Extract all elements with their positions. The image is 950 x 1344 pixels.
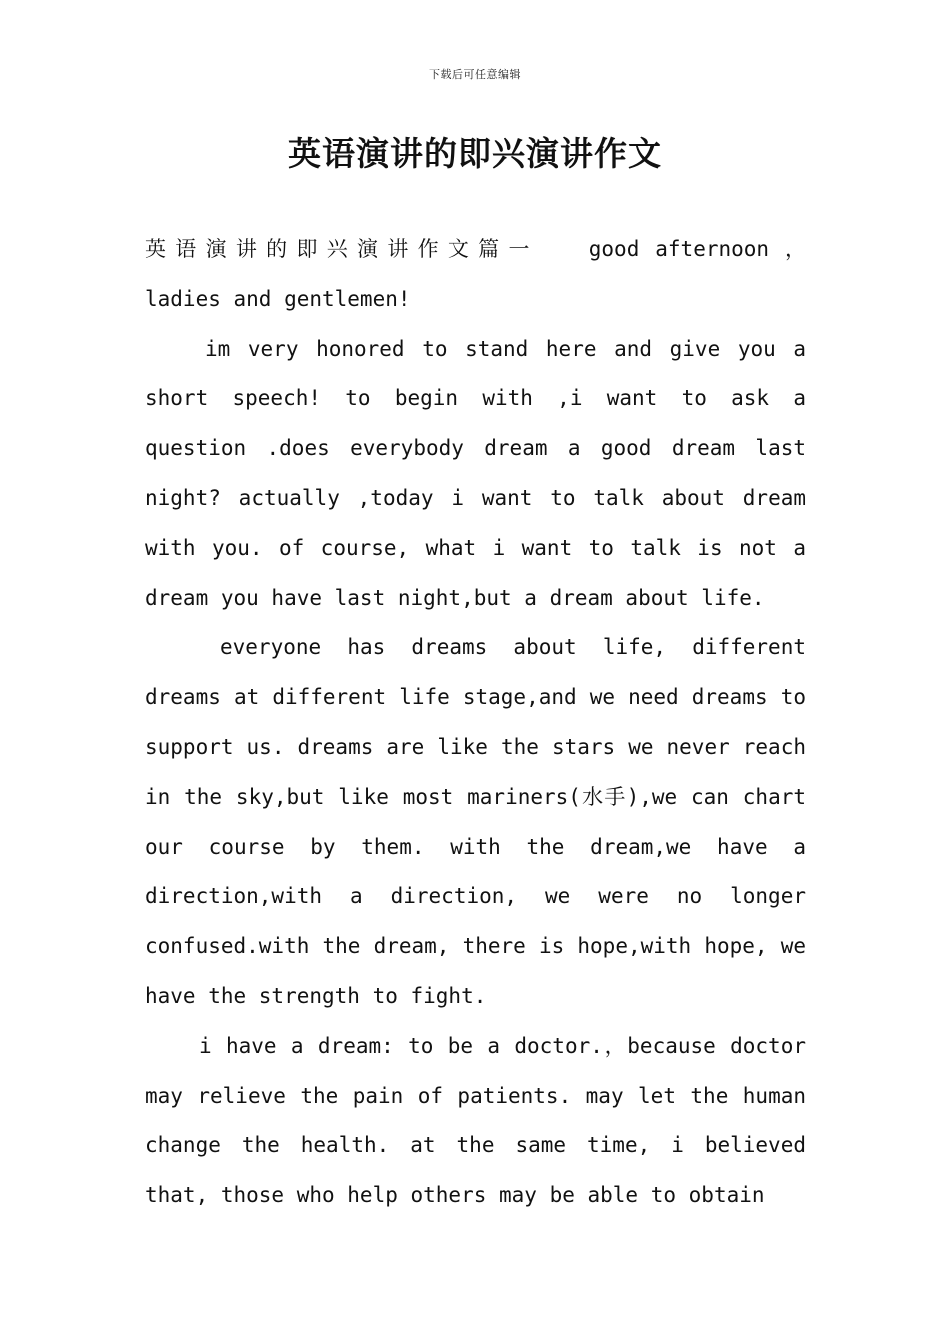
document-body bbox=[145, 225, 806, 1221]
page-title: 英语演讲的即兴演讲作文 bbox=[288, 134, 662, 173]
paragraph: im very honored to stand here and give you a short speech! to begin with ,i want to ask a question .does everybody dream a good dream last night? actually ,today i want to talk about dream with you. of course, what i want to talk is not a dream you have last night,but a dream about life. bbox=[145, 336, 806, 610]
paragraph-intro bbox=[145, 225, 806, 325]
paragraph: i have a dream: to be a doctor.，because doctor may relieve the pain of patients. may let the human change the health. at the same time, i believed that, those who help others may be able to obtain bbox=[145, 1033, 806, 1208]
paragraph: everyone has dreams about life, different dreams at different life stage,and we need dreams to support us. dreams are like the stars we never reach in the sky,but like most mariners(水手),we can chart our course by them. with the dream,we have a direction,with a direction, we were no longer confused.with the dream, there is hope,with hope, we have the strength to fight. bbox=[145, 635, 806, 1008]
section-heading: 英语演讲的即兴演讲作文篇一 bbox=[145, 237, 539, 261]
header-note: 下载后可任意编辑 bbox=[429, 68, 521, 81]
greeting-text: good afternoon ，ladies and gentlemen! bbox=[145, 237, 806, 311]
